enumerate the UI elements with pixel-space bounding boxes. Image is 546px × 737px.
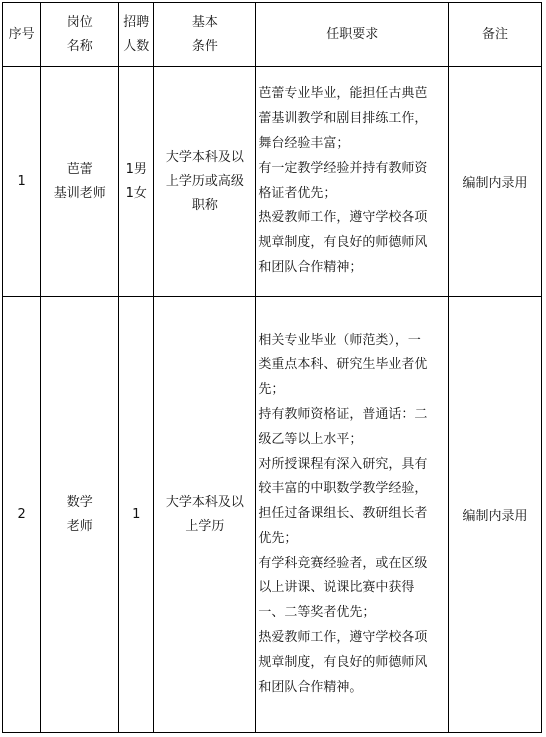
header-position: 岗位 名称 (41, 3, 119, 67)
row2-basic: 大学本科及以 上学历 (154, 297, 256, 733)
row2-seq: 2 (3, 297, 41, 733)
row2-count: 1 (119, 297, 154, 733)
table-row (3, 297, 542, 733)
row1-basic: 大学本科及以 上学历或高级 职称 (154, 67, 256, 297)
header-remarks: 备注 (449, 3, 542, 67)
requirement-item: 热爱教师工作，遵守学校各项 规章制度，有良好的师德师风 和团队合作精神； (258, 210, 428, 275)
row2-requirements (256, 297, 449, 733)
row1-position: 芭蕾 基训老师 (41, 67, 119, 297)
header-count: 招聘 人数 (119, 3, 154, 67)
requirement-item: 对所授课程有深入研究，具有 较丰富的中职数学教学经验， 担任过备课组长、教研组长者 优先； (258, 456, 428, 546)
row2-remarks: 编制内录用 (449, 297, 542, 733)
requirement-item: 有学科竞赛经验者，或在区级 以上讲课、说课比赛中获得 一、二等奖者优先； (258, 555, 428, 621)
row1-requirements (256, 67, 449, 297)
requirement-item: 热爱教师工作，遵守学校各项 规章制度，有良好的师德师风 和团队合作精神。 (258, 630, 428, 695)
table-row (3, 67, 542, 297)
row1-count: 1男 1女 (119, 67, 154, 297)
requirement-item: 芭蕾专业毕业，能担任古典芭 蕾基训教学和剧目排练工作， 舞台经验丰富； (258, 86, 428, 151)
header-seq: 序号 (3, 3, 41, 67)
requirement-item: 有一定教学经验并持有教师资 格证者优先； (258, 160, 428, 201)
row1-remarks: 编制内录用 (449, 67, 542, 297)
header-basic: 基本 条件 (154, 3, 256, 67)
header-requirements: 任职要求 (256, 3, 449, 67)
requirement-item: 持有教师资格证，普通话：二 级乙等以上水平； (258, 406, 428, 447)
row2-position: 数学 老师 (41, 297, 119, 733)
requirement-item: 相关专业毕业（师范类），一 类重点本科、研究生毕业者优 先； (258, 332, 428, 398)
header-row (3, 3, 542, 67)
recruitment-table (2, 2, 542, 733)
row1-seq: 1 (3, 67, 41, 297)
